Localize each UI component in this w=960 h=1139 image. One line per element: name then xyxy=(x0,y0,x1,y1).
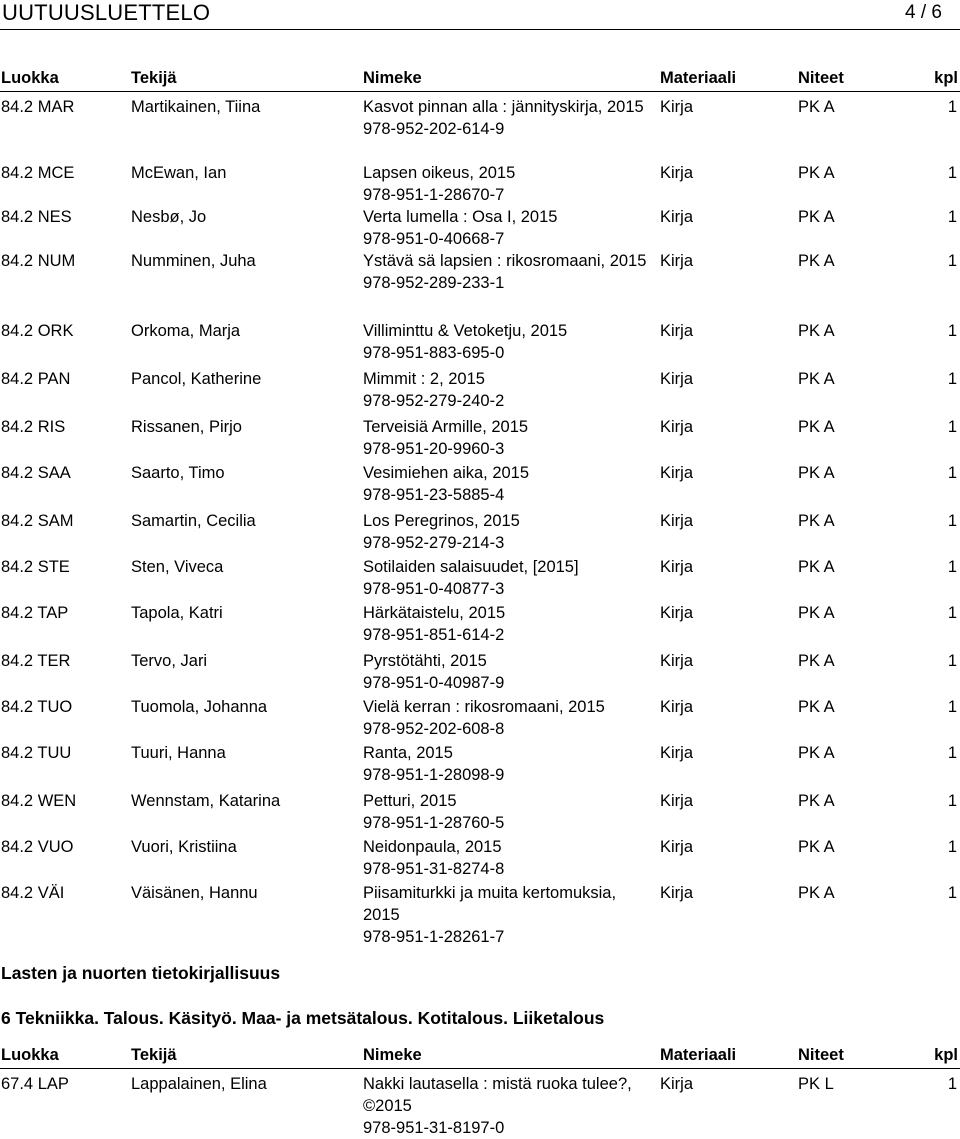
cell-materiaali: Kirja xyxy=(660,322,694,340)
cell-kpl: 1 xyxy=(947,418,957,436)
table-header xyxy=(0,67,960,89)
cell-niteet: PK A xyxy=(798,744,835,762)
cell-luokka: 67.4 LAP xyxy=(1,1075,69,1093)
cell-nimeke xyxy=(363,602,655,646)
book-title: Sotilaiden salaisuudet, [2015] xyxy=(363,558,579,576)
book-title: Los Peregrinos, 2015 xyxy=(363,512,520,530)
cell-tekija: Pancol, Katherine xyxy=(131,370,262,388)
book-title: Villiminttu & Vetoketju, 2015 xyxy=(363,322,568,340)
book-isbn: 978-952-202-608-8 xyxy=(363,720,505,738)
cell-nimeke xyxy=(363,650,655,694)
cell-kpl: 1 xyxy=(947,652,957,670)
cell-niteet: PK A xyxy=(798,792,835,810)
book-title: Piisamiturkki ja muita kertomuksia, 2015 xyxy=(363,884,617,924)
cell-kpl: 1 xyxy=(947,370,957,388)
book-title: Ranta, 2015 xyxy=(363,744,453,762)
page-number: 4 / 6 xyxy=(905,2,942,23)
cell-niteet: PK A xyxy=(798,604,835,622)
cell-kpl: 1 xyxy=(947,1075,957,1093)
book-isbn: 978-951-0-40987-9 xyxy=(363,674,505,692)
cell-kpl: 1 xyxy=(947,838,957,856)
cell-luokka: 84.2 PAN xyxy=(1,370,71,388)
cell-niteet: PK A xyxy=(798,512,835,530)
cell-tekija: Vuori, Kristiina xyxy=(131,838,237,856)
cell-materiaali: Kirja xyxy=(660,370,694,388)
header-tekija: Tekijä xyxy=(131,1046,177,1064)
cell-niteet: PK A xyxy=(798,208,835,226)
cell-tekija: McEwan, Ian xyxy=(131,164,227,182)
cell-nimeke xyxy=(363,368,655,412)
book-title: Nakki lautasella : mistä ruoka tulee?, ©2015 xyxy=(363,1075,632,1115)
section-heading-lasten: Lasten ja nuorten tietokirjallisuus xyxy=(1,963,281,983)
header-tekija: Tekijä xyxy=(131,69,177,87)
cell-nimeke xyxy=(363,462,655,506)
cell-niteet: PK A xyxy=(798,418,835,436)
book-isbn: 978-952-279-240-2 xyxy=(363,392,505,410)
cell-nimeke xyxy=(363,320,655,364)
cell-kpl: 1 xyxy=(947,884,957,902)
cell-luokka: 84.2 NES xyxy=(1,208,72,226)
cell-niteet: PK A xyxy=(798,884,835,902)
book-title: Vesimiehen aika, 2015 xyxy=(363,464,530,482)
book-isbn: 978-951-1-28261-7 xyxy=(363,928,505,946)
cell-niteet: PK L xyxy=(798,1075,834,1093)
cell-niteet: PK A xyxy=(798,838,835,856)
book-title: Petturi, 2015 xyxy=(363,792,457,810)
cell-kpl: 1 xyxy=(947,792,957,810)
book-isbn: 978-951-20-9960-3 xyxy=(363,440,505,458)
cell-nimeke xyxy=(363,882,655,948)
cell-materiaali: Kirja xyxy=(660,558,694,576)
header-nimeke: Nimeke xyxy=(363,69,422,87)
book-title: Vielä kerran : rikosromaani, 2015 xyxy=(363,698,605,716)
book-isbn: 978-951-1-28098-9 xyxy=(363,766,505,784)
cell-materiaali: Kirja xyxy=(660,418,694,436)
book-title: Verta lumella : Osa I, 2015 xyxy=(363,208,558,226)
book-title: Härkätaistelu, 2015 xyxy=(363,604,506,622)
cell-niteet: PK A xyxy=(798,698,835,716)
cell-materiaali: Kirja xyxy=(660,604,694,622)
cell-luokka: 84.2 STE xyxy=(1,558,70,576)
cell-kpl: 1 xyxy=(947,698,957,716)
cell-materiaali: Kirja xyxy=(660,884,694,902)
cell-luokka: 84.2 SAA xyxy=(1,464,71,482)
book-isbn: 978-952-289-233-1 xyxy=(363,274,505,292)
cell-niteet: PK A xyxy=(798,464,835,482)
cell-materiaali: Kirja xyxy=(660,464,694,482)
cell-nimeke xyxy=(363,556,655,600)
cell-luokka: 84.2 SAM xyxy=(1,512,74,530)
cell-materiaali: Kirja xyxy=(660,792,694,810)
cell-tekija: Wennstam, Katarina xyxy=(131,792,281,810)
cell-nimeke xyxy=(363,696,655,740)
header-niteet: Niteet xyxy=(798,69,844,87)
cell-materiaali: Kirja xyxy=(660,698,694,716)
cell-nimeke xyxy=(363,416,655,460)
cell-niteet: PK A xyxy=(798,558,835,576)
cell-luokka: 84.2 VUO xyxy=(1,838,74,856)
book-isbn: 978-951-1-28670-7 xyxy=(363,186,505,204)
book-isbn: 978-951-23-5885-4 xyxy=(363,486,505,504)
header-rule xyxy=(0,91,960,92)
cell-kpl: 1 xyxy=(947,98,957,116)
cell-luokka: 84.2 MCE xyxy=(1,164,75,182)
header-niteet: Niteet xyxy=(798,1046,844,1064)
book-isbn: 978-951-883-695-0 xyxy=(363,344,505,362)
cell-materiaali: Kirja xyxy=(660,98,694,116)
book-isbn: 978-951-31-8197-0 xyxy=(363,1119,505,1137)
cell-materiaali: Kirja xyxy=(660,208,694,226)
cell-materiaali: Kirja xyxy=(660,164,694,182)
book-title: Mimmit : 2, 2015 xyxy=(363,370,485,388)
header-kpl: kpl xyxy=(934,69,958,87)
cell-kpl: 1 xyxy=(947,464,957,482)
cell-kpl: 1 xyxy=(947,164,957,182)
cell-nimeke xyxy=(363,790,655,834)
cell-tekija: Tuomola, Johanna xyxy=(131,698,268,716)
cell-kpl: 1 xyxy=(947,604,957,622)
cell-niteet: PK A xyxy=(798,164,835,182)
table-header-2 xyxy=(0,1044,960,1066)
header-materiaali: Materiaali xyxy=(660,1046,737,1064)
book-isbn: 978-951-0-40877-3 xyxy=(363,580,505,598)
book-title: Kasvot pinnan alla : jännityskirja, 2015 xyxy=(363,98,644,116)
cell-tekija: Saarto, Timo xyxy=(131,464,225,482)
header-luokka: Luokka xyxy=(1,69,59,87)
document-title: UUTUUSLUETTELO xyxy=(2,0,211,25)
cell-tekija: Martikainen, Tiina xyxy=(131,98,261,116)
cell-nimeke xyxy=(363,206,655,250)
cell-nimeke xyxy=(363,836,655,880)
cell-nimeke xyxy=(363,742,655,786)
book-isbn: 978-951-31-8274-8 xyxy=(363,860,505,878)
cell-tekija: Samartin, Cecilia xyxy=(131,512,256,530)
cell-nimeke xyxy=(363,250,655,294)
cell-kpl: 1 xyxy=(947,252,957,270)
cell-tekija: Lappalainen, Elina xyxy=(131,1075,267,1093)
cell-materiaali: Kirja xyxy=(660,252,694,270)
book-isbn: 978-951-0-40668-7 xyxy=(363,230,505,248)
cell-kpl: 1 xyxy=(947,558,957,576)
book-title: Neidonpaula, 2015 xyxy=(363,838,502,856)
cell-luokka: 84.2 TAP xyxy=(1,604,69,622)
cell-tekija: Nesbø, Jo xyxy=(131,208,207,226)
cell-tekija: Sten, Viveca xyxy=(131,558,224,576)
header-materiaali: Materiaali xyxy=(660,69,737,87)
cell-kpl: 1 xyxy=(947,208,957,226)
cell-materiaali: Kirja xyxy=(660,744,694,762)
cell-materiaali: Kirja xyxy=(660,512,694,530)
cell-luokka: 84.2 VÄI xyxy=(1,884,65,902)
cell-luokka: 84.2 ORK xyxy=(1,322,74,340)
cell-tekija: Orkoma, Marja xyxy=(131,322,241,340)
cell-tekija: Numminen, Juha xyxy=(131,252,256,270)
cell-materiaali: Kirja xyxy=(660,1075,694,1093)
cell-niteet: PK A xyxy=(798,322,835,340)
cell-tekija: Tapola, Katri xyxy=(131,604,223,622)
cell-tekija: Rissanen, Pirjo xyxy=(131,418,242,436)
cell-kpl: 1 xyxy=(947,744,957,762)
cell-niteet: PK A xyxy=(798,652,835,670)
cell-luokka: 84.2 MAR xyxy=(1,98,75,116)
cell-kpl: 1 xyxy=(947,322,957,340)
cell-tekija: Tervo, Jari xyxy=(131,652,208,670)
cell-nimeke xyxy=(363,1073,655,1139)
cell-tekija: Väisänen, Hannu xyxy=(131,884,258,902)
cell-luokka: 84.2 TER xyxy=(1,652,71,670)
cell-materiaali: Kirja xyxy=(660,652,694,670)
book-title: Pyrstötähti, 2015 xyxy=(363,652,487,670)
book-title: Ystävä sä lapsien : rikosromaani, 2015 xyxy=(363,252,647,270)
cell-luokka: 84.2 TUO xyxy=(1,698,73,716)
book-title: Terveisiä Armille, 2015 xyxy=(363,418,529,436)
cell-kpl: 1 xyxy=(947,512,957,530)
cell-materiaali: Kirja xyxy=(660,838,694,856)
cell-niteet: PK A xyxy=(798,252,835,270)
cell-nimeke xyxy=(363,510,655,554)
book-isbn: 978-952-279-214-3 xyxy=(363,534,505,552)
section-heading-6: 6 Tekniikka. Talous. Käsityö. Maa- ja metsätalous. Kotitalous. Liiketalous xyxy=(1,1008,605,1028)
book-isbn: 978-951-851-614-2 xyxy=(363,626,505,644)
header-nimeke: Nimeke xyxy=(363,1046,422,1064)
header-luokka: Luokka xyxy=(1,1046,59,1064)
cell-luokka: 84.2 RIS xyxy=(1,418,66,436)
title-rule xyxy=(0,29,960,30)
cell-nimeke xyxy=(363,96,655,140)
cell-niteet: PK A xyxy=(798,98,835,116)
cell-niteet: PK A xyxy=(798,370,835,388)
cell-luokka: 84.2 WEN xyxy=(1,792,77,810)
cell-nimeke xyxy=(363,162,655,206)
header-rule-2 xyxy=(0,1068,960,1069)
cell-luokka: 84.2 TUU xyxy=(1,744,72,762)
book-isbn: 978-952-202-614-9 xyxy=(363,120,505,138)
header-kpl: kpl xyxy=(934,1046,958,1064)
cell-luokka: 84.2 NUM xyxy=(1,252,76,270)
cell-tekija: Tuuri, Hanna xyxy=(131,744,226,762)
book-isbn: 978-951-1-28760-5 xyxy=(363,814,505,832)
book-title: Lapsen oikeus, 2015 xyxy=(363,164,516,182)
